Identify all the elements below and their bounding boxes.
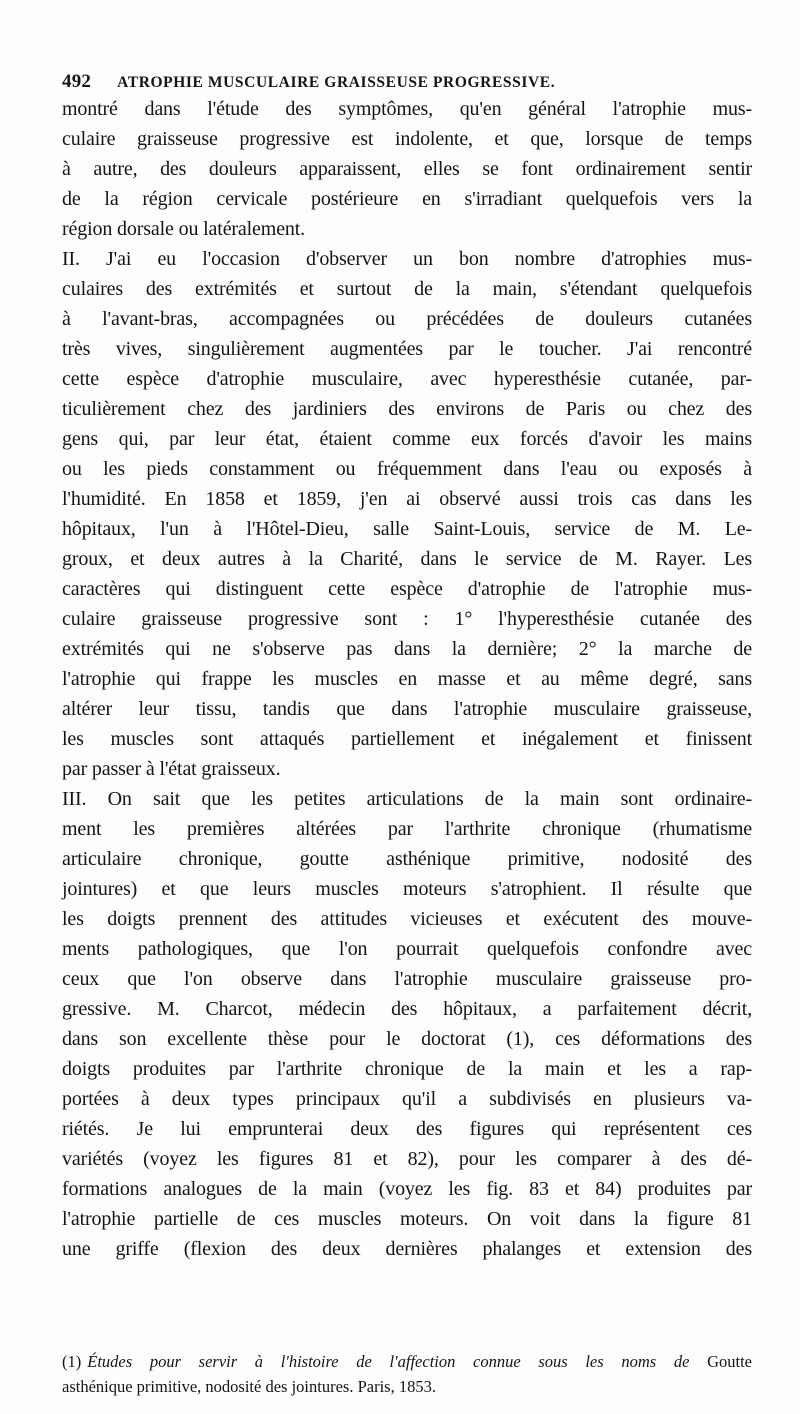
- text-line: groux, et deux autres à la Charité, dans le service de M. Rayer. Les: [62, 548, 752, 570]
- footnote-line: [62, 1349, 752, 1374]
- text-line: dans son excellente thèse pour le doctorat (1), ces déformations des: [62, 1028, 752, 1050]
- running-head: [62, 71, 752, 95]
- text-line: à autre, des douleurs apparaissent, elles se font ordinairement sentir: [62, 158, 752, 180]
- text-line: les doigts prennent des attitudes vicieuses et exécutent des mouve-: [62, 908, 752, 930]
- text-line: les muscles sont attaqués partiellement et inégalement et finissent: [62, 728, 752, 750]
- text-line: l'atrophie partielle de ces muscles moteurs. On voit dans la figure 81: [62, 1208, 752, 1230]
- text-line: ou les pieds constamment ou fréquemment dans l'eau ou exposés à: [62, 458, 752, 480]
- text-line: riétés. Je lui emprunterai deux des figures qui représentent ces: [62, 1118, 752, 1140]
- text-line: par passer à l'état graisseux.: [62, 758, 281, 780]
- text-line: culaire graisseuse progressive sont : 1° l'hyperesthésie cutanée des: [62, 608, 752, 630]
- body-text: [62, 94, 752, 1264]
- text-line: doigts produites par l'arthrite chronique de la main et les a rap-: [62, 1058, 752, 1080]
- text-line: l'humidité. En 1858 et 1859, j'en ai observé aussi trois cas dans les: [62, 488, 752, 510]
- running-title: ATROPHIE MUSCULAIRE GRAISSEUSE PROGRESSIVE.: [117, 74, 556, 91]
- footnote-marker: (1): [62, 1352, 82, 1371]
- text-line: II. J'ai eu l'occasion d'observer un bon nombre d'atrophies mus-: [62, 248, 752, 270]
- text-line: ticulièrement chez des jardiniers des environs de Paris ou chez des: [62, 398, 752, 420]
- text-line: gressive. M. Charcot, médecin des hôpitaux, a parfaitement décrit,: [62, 998, 752, 1020]
- text-line: extrémités qui ne s'observe pas dans la dernière; 2° la marche de: [62, 638, 752, 660]
- text-line: région dorsale ou latéralement.: [62, 218, 306, 240]
- text-line: ments pathologiques, que l'on pourrait quelquefois confondre avec: [62, 938, 752, 960]
- text-line: culaires des extrémités et surtout de la main, s'étendant quelquefois: [62, 278, 752, 300]
- text-line: ment les premières altérées par l'arthrite chronique (rhumatisme: [62, 818, 752, 840]
- text-line: gens qui, par leur état, étaient comme eux forcés d'avoir les mains: [62, 428, 752, 450]
- text-line: formations analogues de la main (voyez les fig. 83 et 84) produites par: [62, 1178, 752, 1200]
- page-number: 492: [62, 71, 92, 92]
- text-line: l'atrophie qui frappe les muscles en masse et au même degré, sans: [62, 668, 752, 690]
- text-line: articulaire chronique, goutte asthénique primitive, nodosité des: [62, 848, 752, 870]
- text-line: altérer leur tissu, tandis que dans l'atrophie musculaire graisseuse,: [62, 698, 752, 720]
- text-line: jointures) et que leurs muscles moteurs s'atrophient. Il résulte que: [62, 878, 752, 900]
- text-line: III. On sait que les petites articulations de la main sont ordinaire-: [62, 788, 752, 810]
- text-line: hôpitaux, l'un à l'Hôtel-Dieu, salle Saint-Louis, service de M. Le-: [62, 518, 752, 540]
- text-line: très vives, singulièrement augmentées par le toucher. J'ai rencontré: [62, 338, 752, 360]
- text-line: caractères qui distinguent cette espèce d'atrophie de l'atrophie mus-: [62, 578, 752, 600]
- text-line: culaire graisseuse progressive est indolente, et que, lorsque de temps: [62, 128, 752, 150]
- text-line: cette espèce d'atrophie musculaire, avec hyperesthésie cutanée, par-: [62, 368, 752, 390]
- footnote: [62, 1349, 752, 1399]
- text-line: variétés (voyez les figures 81 et 82), pour les comparer à des dé-: [62, 1148, 752, 1170]
- text-line: à l'avant-bras, accompagnées ou précédées de douleurs cutanées: [62, 308, 752, 330]
- text-line: montré dans l'étude des symptômes, qu'en général l'atrophie mus-: [62, 98, 752, 120]
- footnote-title-end: Goutte: [707, 1352, 752, 1371]
- text-line: une griffe (flexion des deux dernières phalanges et extension des: [62, 1238, 752, 1260]
- footnote-title: Études pour servir à l'histoire de l'affection connue sous les noms de: [87, 1352, 690, 1371]
- text-line: de la région cervicale postérieure en s'irradiant quelquefois vers la: [62, 188, 752, 210]
- text-line: ceux que l'on observe dans l'atrophie musculaire graisseuse pro-: [62, 968, 752, 990]
- footnote-line: asthénique primitive, nodosité des jointures. Paris, 1853.: [62, 1377, 436, 1396]
- text-line: portées à deux types principaux qu'il a subdivisés en plusieurs va-: [62, 1088, 752, 1110]
